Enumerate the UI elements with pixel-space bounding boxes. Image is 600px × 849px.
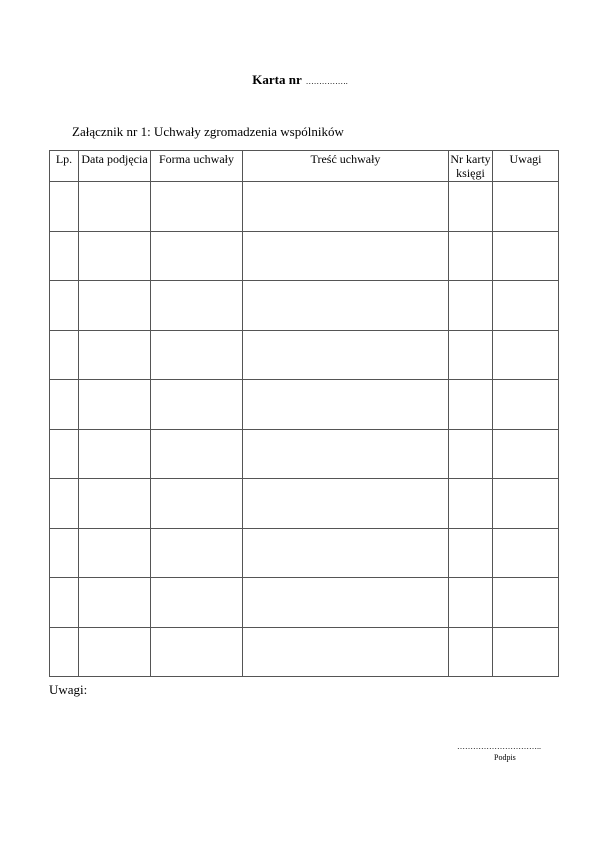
table-cell-nr[interactable] (449, 429, 493, 479)
table-cell-tresc[interactable] (243, 281, 449, 331)
column-header-content: Treść uchwały (243, 151, 449, 182)
table-row (50, 281, 559, 331)
table-cell-data[interactable] (79, 231, 151, 281)
table-cell-tresc[interactable] (243, 231, 449, 281)
table-row (50, 479, 559, 529)
table-cell-tresc[interactable] (243, 479, 449, 529)
table-cell-data[interactable] (79, 182, 151, 232)
column-header-card-number: Nr karty księgi (450, 152, 491, 180)
table-cell-lp[interactable] (50, 528, 79, 578)
table-row (50, 429, 559, 479)
table-cell-tresc[interactable] (243, 528, 449, 578)
table-cell-forma[interactable] (151, 528, 243, 578)
table-header-row (50, 151, 559, 182)
table-cell-nr[interactable] (449, 627, 493, 677)
table-cell-nr[interactable] (449, 528, 493, 578)
table-cell-data[interactable] (79, 429, 151, 479)
table-cell-forma[interactable] (151, 578, 243, 628)
table-cell-forma[interactable] (151, 429, 243, 479)
signature-label: Podpis (494, 753, 516, 762)
table-cell-uwagi[interactable] (493, 479, 559, 529)
resolutions-table (49, 150, 559, 677)
column-header-date: Data podjęcia (79, 151, 151, 182)
table-cell-data[interactable] (79, 578, 151, 628)
table-row (50, 182, 559, 232)
table-cell-forma[interactable] (151, 380, 243, 430)
card-number-blank[interactable]: ……………. (305, 77, 348, 86)
table-cell-nr[interactable] (449, 182, 493, 232)
table-cell-lp[interactable] (50, 627, 79, 677)
table-cell-lp[interactable] (50, 182, 79, 232)
notes-label: Uwagi: (49, 682, 88, 697)
table-cell-nr[interactable] (449, 231, 493, 281)
signature-line[interactable]: ………………………….. (457, 742, 541, 751)
table-cell-data[interactable] (79, 281, 151, 331)
table-cell-lp[interactable] (50, 330, 79, 380)
table-cell-uwagi[interactable] (493, 281, 559, 331)
table-cell-uwagi[interactable] (493, 182, 559, 232)
table-cell-forma[interactable] (151, 281, 243, 331)
table-cell-forma[interactable] (151, 330, 243, 380)
table-cell-uwagi[interactable] (493, 231, 559, 281)
table-cell-tresc[interactable] (243, 380, 449, 430)
table-cell-lp[interactable] (50, 578, 79, 628)
table-cell-forma[interactable] (151, 479, 243, 529)
table-cell-nr[interactable] (449, 479, 493, 529)
table-cell-forma[interactable] (151, 182, 243, 232)
column-header-form: Forma uchwały (151, 151, 243, 182)
table-cell-uwagi[interactable] (493, 627, 559, 677)
table-row (50, 528, 559, 578)
table-cell-nr[interactable] (449, 281, 493, 331)
table-row (50, 627, 559, 677)
table-cell-lp[interactable] (50, 281, 79, 331)
column-header-lp: Lp. (50, 151, 79, 182)
table-cell-tresc[interactable] (243, 182, 449, 232)
table-row (50, 231, 559, 281)
table-cell-uwagi[interactable] (493, 380, 559, 430)
table-cell-tresc[interactable] (243, 429, 449, 479)
table-cell-uwagi[interactable] (493, 528, 559, 578)
table-cell-lp[interactable] (50, 231, 79, 281)
table-cell-data[interactable] (79, 380, 151, 430)
annex-title: Załącznik nr 1: Uchwały zgromadzenia wspólników (72, 124, 344, 139)
table-cell-forma[interactable] (151, 231, 243, 281)
card-title-label: Karta nr (252, 72, 302, 87)
table-cell-tresc[interactable] (243, 578, 449, 628)
table-cell-nr[interactable] (449, 330, 493, 380)
table-row (50, 330, 559, 380)
column-header-notes: Uwagi (493, 151, 559, 182)
table-cell-lp[interactable] (50, 479, 79, 529)
table-cell-forma[interactable] (151, 627, 243, 677)
card-title (0, 72, 600, 88)
table-cell-lp[interactable] (50, 429, 79, 479)
table-cell-tresc[interactable] (243, 330, 449, 380)
table-cell-lp[interactable] (50, 380, 79, 430)
table-row (50, 380, 559, 430)
table-row (50, 578, 559, 628)
table-cell-data[interactable] (79, 528, 151, 578)
table-cell-uwagi[interactable] (493, 578, 559, 628)
table-cell-uwagi[interactable] (493, 330, 559, 380)
table-cell-data[interactable] (79, 330, 151, 380)
table-cell-data[interactable] (79, 627, 151, 677)
table-cell-nr[interactable] (449, 380, 493, 430)
table-cell-uwagi[interactable] (493, 429, 559, 479)
table-cell-tresc[interactable] (243, 627, 449, 677)
table-cell-nr[interactable] (449, 578, 493, 628)
table-cell-data[interactable] (79, 479, 151, 529)
